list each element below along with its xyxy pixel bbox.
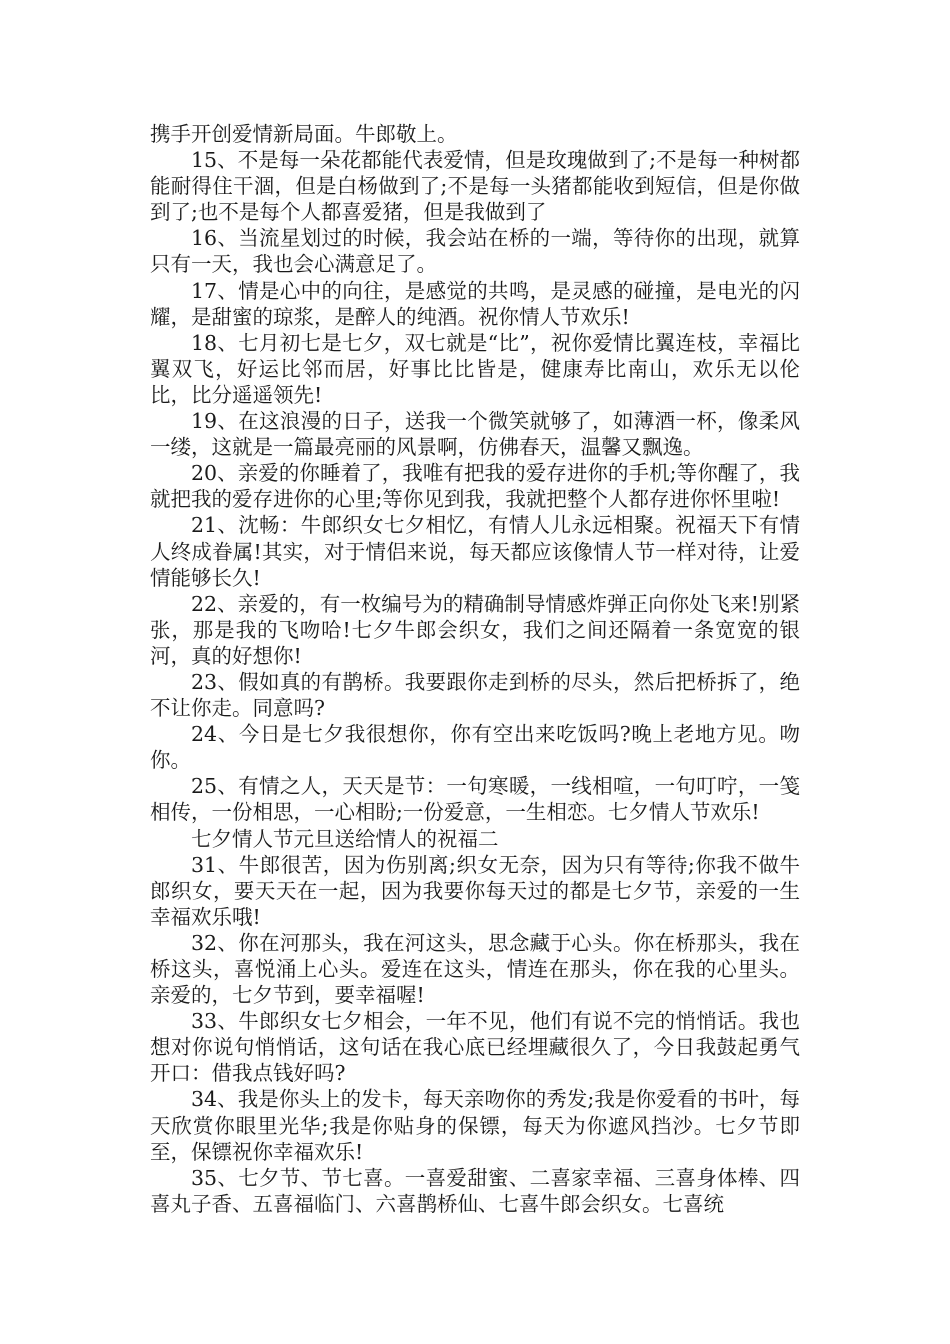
- paragraph-19: 19、在这浪漫的日子，送我一个微笑就够了，如薄酒一杯，像柔风一缕，这就是一篇最亮丽的风景啊，仿佛春天，温馨又飘逸。: [150, 409, 800, 460]
- paragraph-31: 31、牛郎很苦，因为伤别离;织女无奈，因为只有等待;你我不做牛郎织女，要天天在一起，因为我要你每天过的都是七夕节，亲爱的一生幸福欢乐哦!: [150, 852, 800, 929]
- paragraph-15: 15、不是每一朵花都能代表爱情，但是玫瑰做到了;不是每一种树都能耐得住干涸，但是白杨做到了;不是每一头猪都能收到短信，但是你做到了;也不是每个人都喜爱猪，但是我做到了: [150, 148, 800, 225]
- paragraph-34: 34、我是你头上的发卡，每天亲吻你的秀发;我是你爱看的书叶，每天欣赏你眼里光华;我是你贴身的保镖，每天为你遮风挡沙。七夕节即至，保镖祝你幸福欢乐!: [150, 1087, 800, 1164]
- paragraph-21: 21、沈畅：牛郎织女七夕相忆，有情人儿永远相聚。祝福天下有情人终成眷属!其实，对于情侣来说，每天都应该像情人节一样对待，让爱情能够长久!: [150, 513, 800, 590]
- paragraph-33: 33、牛郎织女七夕相会，一年不见，他们有说不完的悄悄话。我也想对你说句悄悄话，这句话在我心底已经埋藏很久了，今日我鼓起勇气开口：借我点钱好吗?: [150, 1009, 800, 1086]
- paragraph-20: 20、亲爱的你睡着了，我唯有把我的爱存进你的手机;等你醒了，我就把我的爱存进你的心里;等你见到我，我就把整个人都存进你怀里啦!: [150, 461, 800, 512]
- paragraph-24: 24、今日是七夕我很想你，你有空出来吃饭吗?晚上老地方见。吻你。: [150, 722, 800, 773]
- paragraph-16: 16、当流星划过的时候，我会站在桥的一端，等待你的出现，就算只有一天，我也会心满意足了。: [150, 226, 800, 277]
- paragraph-intro: 携手开创爱情新局面。牛郎敬上。: [150, 122, 458, 146]
- paragraph-18: 18、七月初七是七夕，双七就是“比”，祝你爱情比翼连枝，幸福比翼双飞，好运比邻而居，好事比比皆是，健康寿比南山，欢乐无以伦比，比分遥遥领先!: [150, 330, 800, 407]
- paragraph-25: 25、有情之人，天天是节：一句寒暖，一线相喧，一句叮咛，一笺相传，一份相思，一心相盼;一份爱意，一生相恋。七夕情人节欢乐!: [150, 774, 800, 825]
- paragraph-35: 35、七夕节、节七喜。一喜爱甜蜜、二喜家幸福、三喜身体棒、四喜丸子香、五喜福临门、六喜鹊桥仙、七喜牛郎会织女。七喜统: [150, 1165, 800, 1216]
- section-heading: 七夕情人节元旦送给情人的祝福二: [191, 826, 499, 851]
- paragraph-23: 23、假如真的有鹊桥。我要跟你走到桥的尽头，然后把桥拆了，绝不让你走。同意吗?: [150, 669, 800, 721]
- paragraph-17: 17、情是心中的向往，是感觉的共鸣，是灵感的碰撞，是电光的闪耀，是甜蜜的琼浆，是醉人的纯酒。祝你情人节欢乐!: [150, 278, 800, 329]
- paragraph-22: 22、亲爱的，有一枚编号为的精确制导情感炸弹正向你处飞来!别紧张，那是我的飞吻哈!七夕牛郎会织女，我们之间还隔着一条宽宽的银河，真的好想你!: [150, 591, 800, 668]
- paragraph-32: 32、你在河那头，我在河这头，思念藏于心头。你在桥那头，我在桥这头，喜悦涌上心头。爱连在这头，情连在那头，你在我的心里头。亲爱的，七夕节到，要幸福喔!: [150, 930, 800, 1008]
